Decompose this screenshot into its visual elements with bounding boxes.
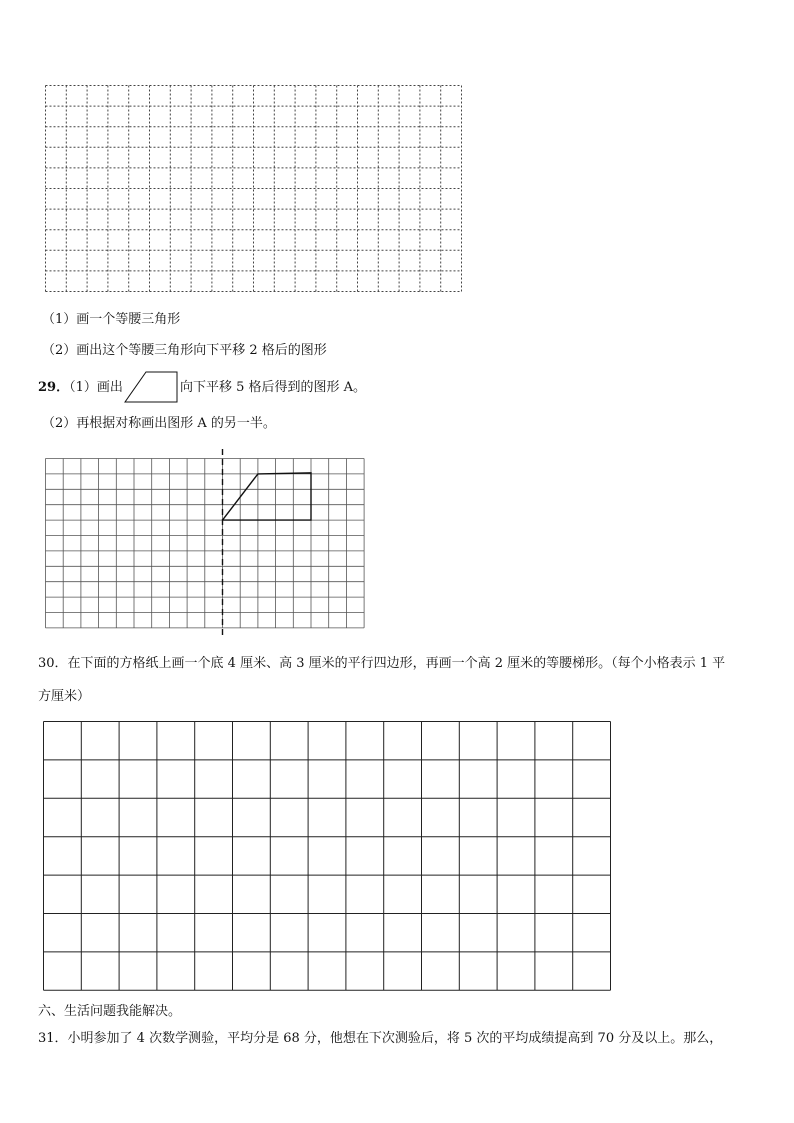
trapezoid-shape [125, 372, 177, 402]
q29-part1 [38, 380, 123, 396]
half-figure [223, 473, 312, 520]
q29-part1-prefix: （1）画出 [69, 380, 123, 395]
symmetry-grid [44, 448, 368, 640]
q28-instruction-1: （1）画一个等腰三角形 [42, 312, 181, 327]
q28-instruction-2: （2）画出这个等腰三角形向下平移 2 格后的图形 [42, 343, 327, 358]
q29-part2: （2）再根据对称画出图形 A 的另一半。 [42, 416, 276, 431]
dotted-grid [44, 84, 464, 294]
large-grid [42, 720, 614, 992]
q29-number: 29． [38, 380, 70, 395]
section6-title: 六、生活问题我能解决。 [38, 1004, 182, 1019]
q31-text: 31．小明参加了 4 次数学测验，平均分是 68 分，他想在下次测验后，将 5 次的平均成绩提高到 70 分及以上。那么， [38, 1031, 723, 1046]
q30-line1: 30．在下面的方格纸上画一个底 4 厘米、高 3 厘米的平行四边形，再画一个高 2 厘米的等腰梯形。（每个小格表示 1 平 [38, 656, 726, 671]
q30-line2: 方厘米） [38, 689, 91, 704]
trapezoid-figure [124, 371, 180, 403]
q29-part1-suffix: 向下平移 5 格后得到的图形 A。 [180, 380, 367, 395]
